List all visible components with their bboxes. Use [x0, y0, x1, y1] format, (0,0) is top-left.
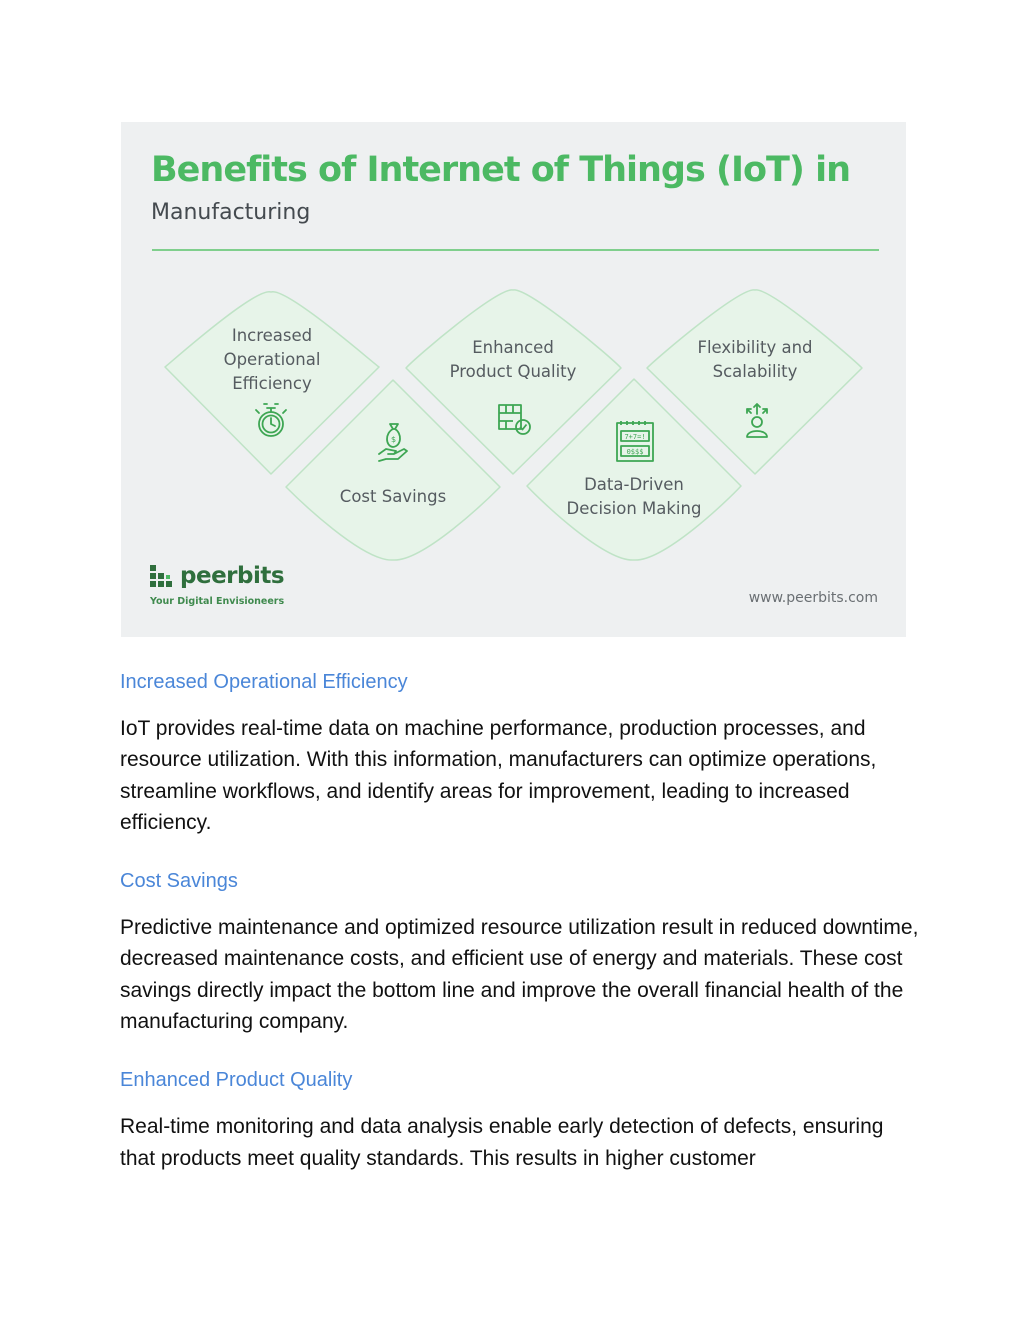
- brand-name: peerbits: [180, 563, 285, 589]
- section-product-quality: [120, 1066, 920, 1174]
- iot-benefits-infographic: [121, 122, 906, 637]
- section-heading: Cost Savings: [120, 870, 238, 893]
- card-label-line: Decision Making: [566, 499, 702, 518]
- infographic-title: Benefits of Internet of Things (IoT) in: [151, 150, 851, 190]
- svg-text:$: $: [390, 435, 397, 444]
- card-label-line: Cost Savings: [339, 487, 447, 506]
- brand-tagline: Your Digital Envisioneers: [150, 596, 285, 607]
- card-label-flexibility: [670, 336, 840, 384]
- card-label-line: Efficiency: [232, 374, 312, 393]
- section-paragraph: Real-time monitoring and data analysis enable early detection of defects, ensuring that products meet quality standards. This results in higher customer: [120, 1115, 884, 1170]
- stopwatch-icon: [254, 402, 288, 440]
- card-label-line: Flexibility and: [697, 338, 813, 357]
- quality-box-icon: [496, 402, 536, 438]
- svg-text:0$$$: 0$$$: [626, 448, 644, 456]
- card-label-cost-savings: [308, 485, 478, 509]
- calculator-icon: [615, 419, 655, 463]
- section-operational-efficiency: [120, 668, 920, 838]
- section-paragraph: Predictive maintenance and optimized resource utilization result in reduced downtime, decreased maintenance costs, and efficient use of energy and materials. These cost savings directly impact the bottom line and improve the overall financial health of the manufacturing company.: [120, 916, 919, 1034]
- brand-url: www.peerbits.com: [748, 590, 878, 606]
- card-label-operational-efficiency: [187, 324, 357, 396]
- money-hand-icon: [376, 420, 412, 464]
- section-heading: Enhanced Product Quality: [120, 1069, 353, 1092]
- infographic-subtitle: Manufacturing: [151, 200, 311, 225]
- section-heading: Increased Operational Efficiency: [120, 671, 408, 693]
- section-paragraph: IoT provides real-time data on machine performance, production processes, and resource utilization. With this information, manufacturers can optimize operations, streamline workflows, and identify areas for improvement, leading to increased efficiency.: [120, 717, 877, 834]
- card-label-line: Enhanced: [472, 338, 554, 357]
- card-label-line: Increased: [231, 326, 313, 345]
- card-label-line: Scalability: [712, 362, 798, 381]
- card-label-line: Operational: [223, 350, 321, 369]
- card-label-line: Data-Driven: [584, 475, 684, 494]
- peerbits-mark-icon: [150, 565, 176, 591]
- article-body: [120, 668, 920, 1203]
- card-label-line: Product Quality: [449, 362, 577, 381]
- svg-text:7+7=!: 7+7=!: [624, 433, 646, 441]
- person-arrows-icon: [741, 402, 773, 440]
- section-cost-savings: [120, 867, 920, 1037]
- card-label-decision-making: [549, 473, 719, 521]
- card-label-product-quality: [428, 336, 598, 384]
